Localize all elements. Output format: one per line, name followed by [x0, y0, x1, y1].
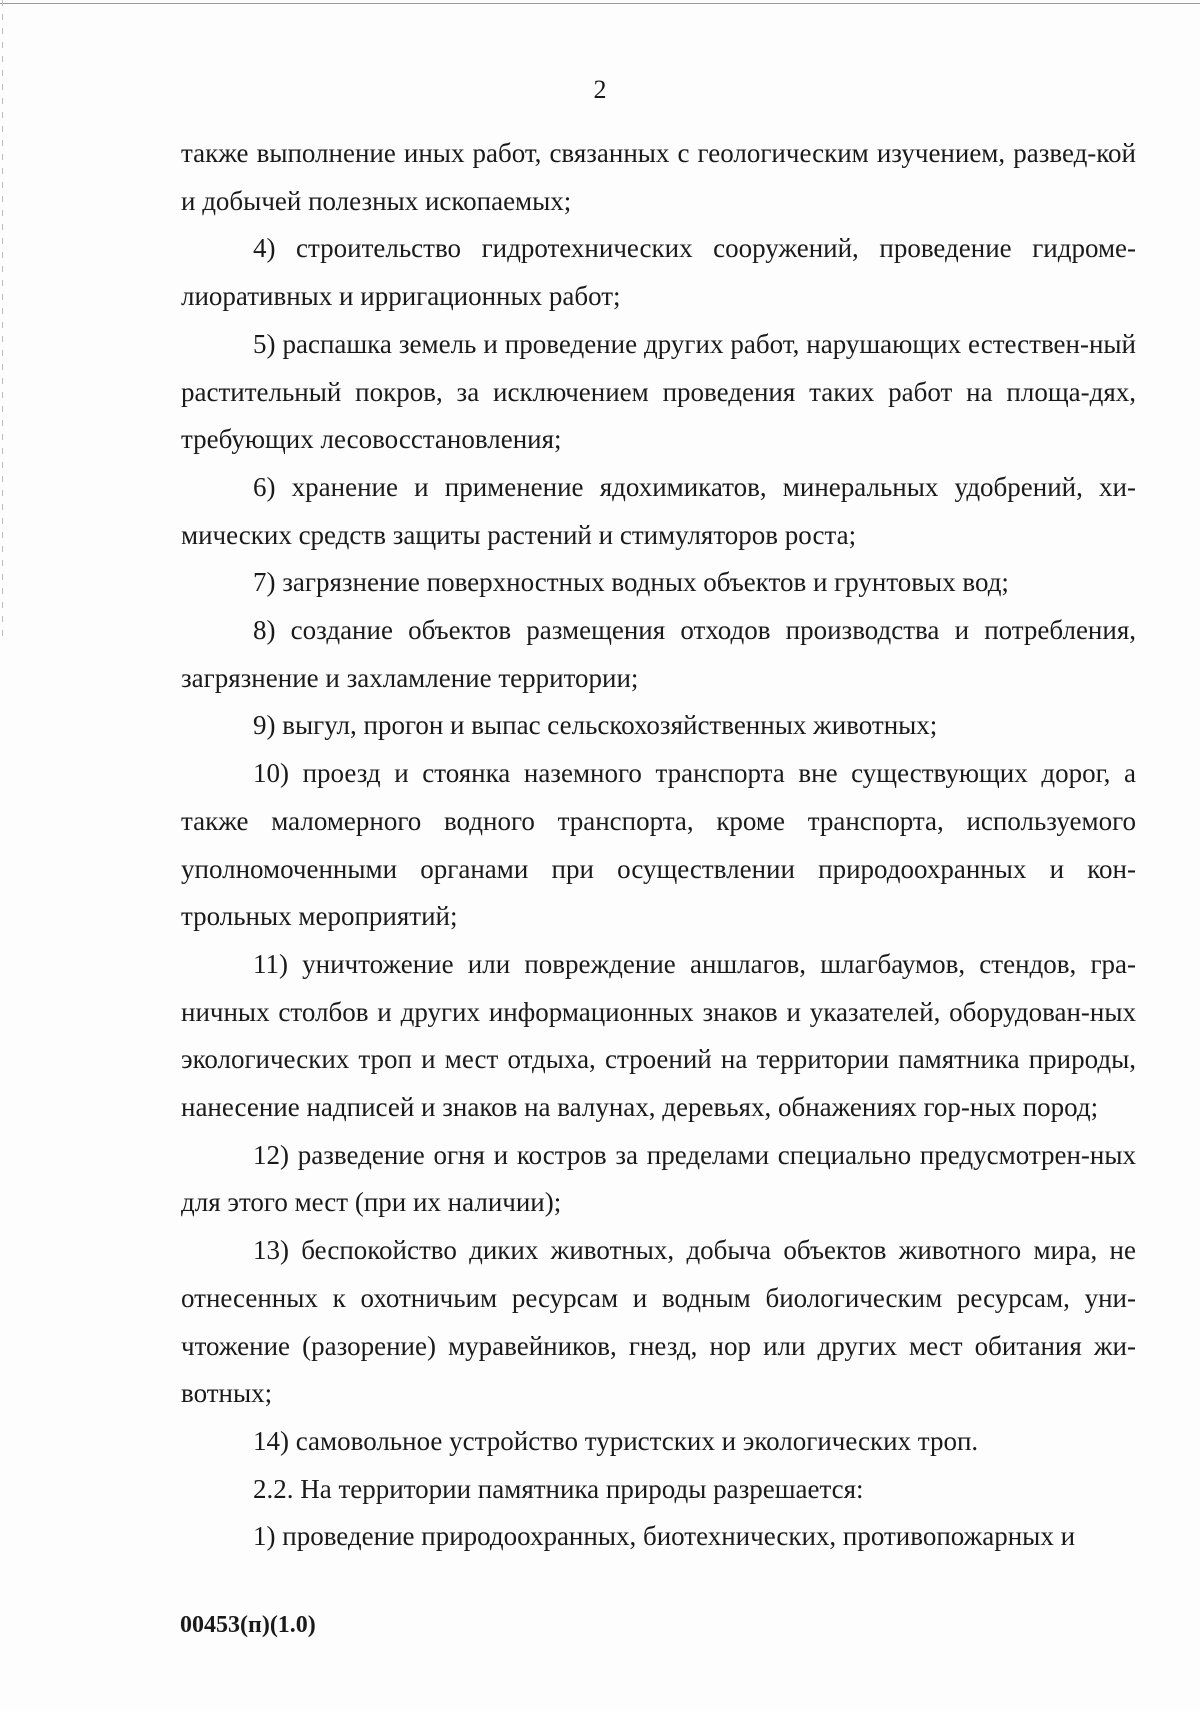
scan-top-edge [0, 3, 1200, 4]
document-code: 00453(п)(1.0) [180, 1612, 316, 1638]
document-body [181, 130, 1136, 1561]
paragraph-item-13: 13) беспокойство диких животных, добыча объектов животного мира, не отнесенных к охотничьим ресурсам и водным биологическим ресурсам, уни-чтожение (разорение) муравейников, гнезд, нор или других мест обитания жи-вотных; [181, 1235, 1136, 1409]
paragraph-continuation: также выполнение иных работ, связанных с геологическим изучением, развед-кой и добычей полезных ископаемых; [181, 138, 1136, 216]
paragraph-item-10: 10) проезд и стоянка наземного транспорта вне существующих дорог, а также маломерного водного транспорта, кроме транспорта, используемого уполномоченными органами при осуществлении природоохранных и кон-трольных мероприятий; [181, 758, 1136, 932]
paragraph-item-5: 5) распашка земель и проведение других работ, нарушающих естествен-ный растительный покров, за исключением проведения таких работ на площа-дях, требующих лесовосстановления; [181, 328, 1136, 455]
paragraph-item-4: 4) строительство гидротехнических сооружений, проведение гидроме-лиоративных и ирригационных работ; [181, 233, 1136, 312]
paragraph-allowed-item-1: 1) проведение природоохранных, биотехнических, противопожарных и [253, 1521, 1076, 1552]
paragraph-item-12: 12) разведение огня и костров за пределами специально предусмотрен-ных для этого мест (при их наличии); [181, 1139, 1136, 1218]
paragraph-item-6: 6) хранение и применение ядохимикатов, минеральных удобрений, хи-мических средств защиты растений и стимуляторов роста; [181, 471, 1136, 550]
paragraph-item-14: 14) самовольное устройство туристских и экологических троп. [253, 1425, 979, 1456]
paragraph-item-9: 9) выгул, прогон и выпас сельскохозяйственных животных; [253, 710, 938, 741]
paragraph-item-8: 8) создание объектов размещения отходов производства и потребления, загрязнение и захламление территории; [181, 615, 1136, 693]
paragraph-item-7: 7) загрязнение поверхностных водных объектов и грунтовых вод; [253, 567, 1009, 598]
paragraph-item-11: 11) уничтожение или повреждение аншлагов, шлагбаумов, стендов, гра-ничных столбов и других информационных знаков и указателей, оборудован-ных экологических троп и мест отдыха, строений на территории памятника природы, нанесение надписей и знаков на валунах, деревьях, обнажениях гор-ных пород; [181, 948, 1136, 1123]
page-number: 2 [593, 75, 607, 104]
section-heading-2-2: 2.2. На территории памятника природы разрешается: [253, 1473, 864, 1504]
